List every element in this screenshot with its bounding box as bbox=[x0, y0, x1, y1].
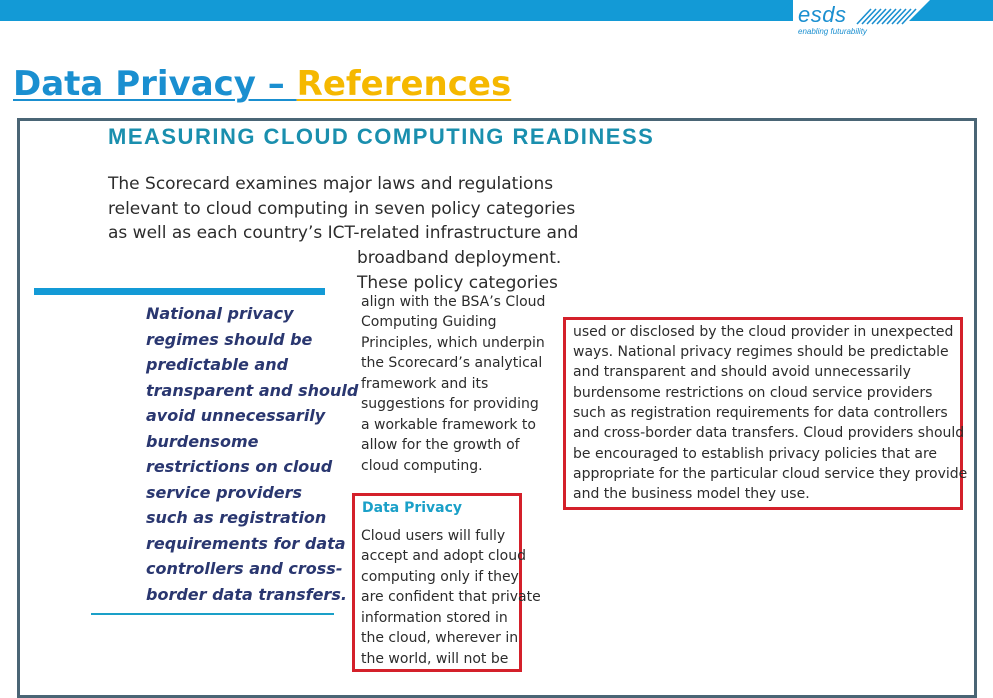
column-text-line: Computing Guiding bbox=[361, 314, 497, 330]
document-heading: MEASURING CLOUD COMPUTING READINESS bbox=[108, 124, 655, 149]
pull-quote-line: predictable and bbox=[146, 355, 289, 374]
header-bar-right bbox=[930, 0, 993, 21]
column-text-line: cloud computing. bbox=[361, 458, 483, 474]
logo-swoosh-icon bbox=[855, 7, 925, 25]
column-text-line: the Scorecard’s analytical bbox=[361, 355, 543, 371]
continuation-line: be encouraged to establish privacy policies that are bbox=[573, 446, 938, 462]
pull-quote-bottom-rule bbox=[91, 613, 334, 615]
pull-quote-line: regimes should be bbox=[146, 330, 313, 349]
title-text-primary: Data Privacy – bbox=[13, 64, 297, 104]
header-bar bbox=[0, 0, 793, 21]
data-privacy-text-clip bbox=[352, 520, 541, 670]
column-text-line: align with the BSA’s Cloud bbox=[361, 294, 546, 310]
intro-line: The Scorecard examines major laws and regulations bbox=[108, 174, 554, 194]
column-text-line: framework and its bbox=[361, 376, 489, 392]
logo-wordmark: esds bbox=[798, 2, 847, 27]
slide-title bbox=[13, 60, 511, 108]
pull-quote-line: requirements for data bbox=[146, 534, 346, 553]
column-text-line: allow for the growth of bbox=[361, 437, 520, 453]
data-privacy-line: computing only if they bbox=[361, 569, 519, 585]
continuation-line: such as registration requirements for data controllers bbox=[573, 405, 948, 421]
data-privacy-line: Cloud users will fully bbox=[361, 528, 506, 544]
data-privacy-line: are confident that private bbox=[361, 589, 541, 605]
continuation-line: burdensome restrictions on cloud service providers bbox=[573, 385, 933, 401]
pull-quote-line: service providers bbox=[146, 483, 303, 502]
logo-tagline: enabling futurability bbox=[798, 27, 867, 36]
continuation-line: and transparent and should avoid unnecessarily bbox=[573, 364, 911, 380]
intro-line: relevant to cloud computing in seven policy categories bbox=[108, 199, 576, 219]
pull-quote-top-rule bbox=[34, 288, 325, 295]
intro-line: These policy categories bbox=[357, 273, 558, 293]
data-privacy-line: the world, will not be bbox=[361, 651, 509, 667]
data-privacy-line: information stored in bbox=[361, 610, 508, 626]
data-privacy-line: the cloud, wherever in bbox=[361, 630, 519, 646]
pull-quote-line: such as registration bbox=[146, 508, 327, 527]
pull-quote-line: avoid unnecessarily bbox=[146, 406, 326, 425]
data-privacy-heading: Data Privacy bbox=[362, 500, 463, 516]
data-privacy-line: accept and adopt cloud bbox=[361, 548, 526, 564]
column-text-line: suggestions for providing bbox=[361, 396, 539, 412]
pull-quote-line: restrictions on cloud bbox=[146, 457, 333, 476]
continuation-line: and cross-border data transfers. Cloud providers should bbox=[573, 425, 965, 441]
column-text-line: a workable framework to bbox=[361, 417, 536, 433]
header-bar-edge bbox=[772, 0, 793, 21]
intro-line: broadband deployment. bbox=[357, 248, 562, 268]
pull-quote-line: controllers and cross- bbox=[146, 559, 343, 578]
pull-quote-line: transparent and should bbox=[146, 381, 359, 400]
pull-quote-line: National privacy bbox=[146, 304, 294, 323]
title-text-highlight: References bbox=[296, 64, 512, 104]
column-text-line: Principles, which underpin bbox=[361, 335, 545, 351]
intro-line: as well as each country’s ICT-related infrastructure and bbox=[108, 223, 579, 243]
pull-quote-line: border data transfers. bbox=[146, 585, 347, 604]
continuation-line: appropriate for the particular cloud service they provide bbox=[573, 466, 968, 482]
continuation-line: ways. National privacy regimes should be predictable bbox=[573, 344, 949, 360]
continuation-line: used or disclosed by the cloud provider in unexpected bbox=[573, 324, 954, 340]
pull-quote-line: burdensome bbox=[146, 432, 259, 451]
esds-logo bbox=[798, 3, 928, 39]
continuation-line: and the business model they use. bbox=[573, 486, 810, 502]
